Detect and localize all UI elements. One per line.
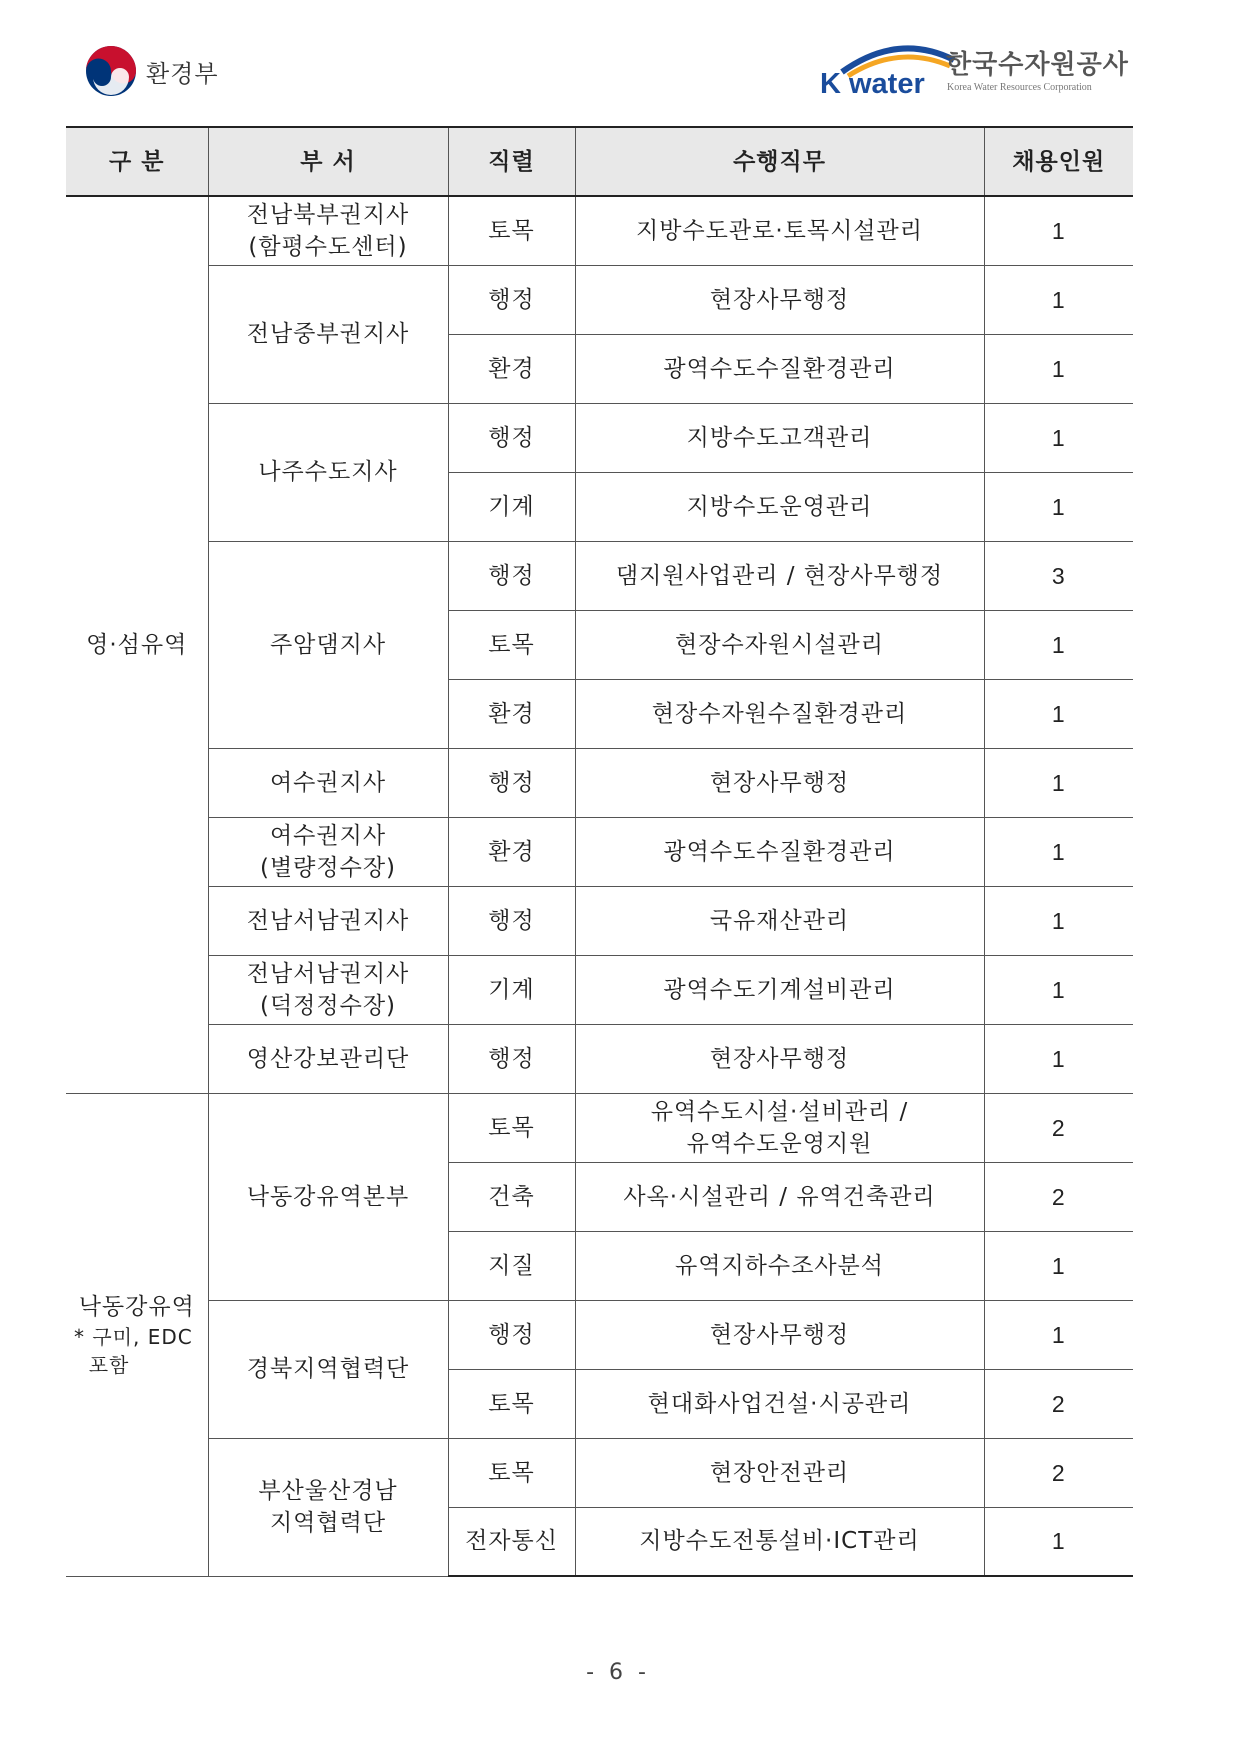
duty-cell: 현장사무행정 — [575, 1024, 984, 1093]
series-cell: 토목 — [448, 196, 575, 265]
ministry-logo — [84, 44, 219, 98]
series-cell: 기계 — [448, 955, 575, 1024]
series-cell: 행정 — [448, 403, 575, 472]
count-cell: 1 — [984, 1507, 1133, 1576]
table-row — [66, 1024, 1133, 1093]
dept-cell: 경북지역협력단 — [208, 1300, 448, 1438]
duty-cell: 현대화사업건설·시공관리 — [575, 1369, 984, 1438]
count-cell: 1 — [984, 334, 1133, 403]
kwater-logo — [820, 38, 1130, 102]
count-cell: 2 — [984, 1369, 1133, 1438]
header-category: 구 분 — [66, 127, 208, 196]
duty-cell: 현장사무행정 — [575, 1300, 984, 1369]
header-count: 채용인원 — [984, 127, 1133, 196]
count-cell: 2 — [984, 1162, 1133, 1231]
kwater-english: Korea Water Resources Corporation — [947, 82, 1092, 93]
series-cell: 행정 — [448, 886, 575, 955]
dept-cell: 낙동강유역본부 — [208, 1093, 448, 1300]
duty-cell: 지방수도관로·토목시설관리 — [575, 196, 984, 265]
count-cell: 1 — [984, 679, 1133, 748]
recruitment-table — [66, 126, 1133, 1577]
duty-cell: 현장사무행정 — [575, 748, 984, 817]
table-header-row — [66, 127, 1133, 196]
count-cell: 2 — [984, 1093, 1133, 1162]
series-cell: 환경 — [448, 334, 575, 403]
count-cell: 1 — [984, 1024, 1133, 1093]
table-row — [66, 196, 1133, 265]
series-cell: 전자통신 — [448, 1507, 575, 1576]
duty-cell: 지방수도운영관리 — [575, 472, 984, 541]
duty-cell: 국유재산관리 — [575, 886, 984, 955]
ministry-name: 환경부 — [146, 59, 219, 88]
table-row — [66, 817, 1133, 886]
region-nakdong-note: * 구미, EDC 포함 — [74, 1324, 193, 1377]
count-cell: 1 — [984, 403, 1133, 472]
taegeuk-emblem-icon — [84, 44, 138, 98]
count-cell: 1 — [984, 886, 1133, 955]
count-cell: 1 — [984, 748, 1133, 817]
series-cell: 행정 — [448, 1300, 575, 1369]
series-cell: 행정 — [448, 265, 575, 334]
header-series: 직렬 — [448, 127, 575, 196]
page-number: - 6 - — [586, 1660, 650, 1685]
table-row — [66, 886, 1133, 955]
header-department: 부 서 — [208, 127, 448, 196]
count-cell: 1 — [984, 817, 1133, 886]
count-cell: 1 — [984, 196, 1133, 265]
table-row — [66, 1438, 1133, 1507]
series-cell: 행정 — [448, 1024, 575, 1093]
count-cell: 2 — [984, 1438, 1133, 1507]
series-cell: 행정 — [448, 541, 575, 610]
region-nakdong — [66, 1093, 208, 1576]
series-cell: 토목 — [448, 610, 575, 679]
count-cell: 1 — [984, 1300, 1133, 1369]
count-cell: 1 — [984, 610, 1133, 679]
dept-cell: 주암댐지사 — [208, 541, 448, 748]
duty-cell: 현장안전관리 — [575, 1438, 984, 1507]
count-cell: 3 — [984, 541, 1133, 610]
table-row — [66, 265, 1133, 334]
duty-cell: 광역수도수질환경관리 — [575, 334, 984, 403]
dept-cell: 여수권지사 (별량정수장) — [208, 817, 448, 886]
series-cell: 행정 — [448, 748, 575, 817]
duty-cell: 현장수자원수질환경관리 — [575, 679, 984, 748]
dept-cell: 전남서남권지사 (덕정정수장) — [208, 955, 448, 1024]
dept-cell: 전남서남권지사 — [208, 886, 448, 955]
table-row — [66, 1300, 1133, 1369]
table-row — [66, 955, 1133, 1024]
table-row — [66, 1093, 1133, 1162]
table-row — [66, 403, 1133, 472]
dept-cell: 나주수도지사 — [208, 403, 448, 541]
kwater-name: 한국수자원공사 — [946, 50, 1129, 80]
duty-cell: 유역지하수조사분석 — [575, 1231, 984, 1300]
region-yeongseom: 영·섬유역 — [66, 196, 208, 1093]
duty-cell: 광역수도수질환경관리 — [575, 817, 984, 886]
series-cell: 건축 — [448, 1162, 575, 1231]
count-cell: 1 — [984, 1231, 1133, 1300]
count-cell: 1 — [984, 955, 1133, 1024]
duty-cell: 현장수자원시설관리 — [575, 610, 984, 679]
series-cell: 환경 — [448, 679, 575, 748]
series-cell: 토목 — [448, 1369, 575, 1438]
dept-cell: 영산강보관리단 — [208, 1024, 448, 1093]
table-row — [66, 748, 1133, 817]
series-cell: 토목 — [448, 1093, 575, 1162]
series-cell: 기계 — [448, 472, 575, 541]
dept-cell: 전남중부권지사 — [208, 265, 448, 403]
series-cell: 토목 — [448, 1438, 575, 1507]
count-cell: 1 — [984, 265, 1133, 334]
count-cell: 1 — [984, 472, 1133, 541]
duty-cell: 지방수도전통설비·ICT관리 — [575, 1507, 984, 1576]
duty-cell: 광역수도기계설비관리 — [575, 955, 984, 1024]
series-cell: 환경 — [448, 817, 575, 886]
duty-cell: 유역수도시설·설비관리 / 유역수도운영지원 — [575, 1093, 984, 1162]
region-nakdong-label: 낙동강유역 — [78, 1293, 195, 1320]
table-row — [66, 541, 1133, 610]
dept-cell: 전남북부권지사 (함평수도센터) — [208, 196, 448, 265]
dept-cell: 부산울산경남 지역협력단 — [208, 1438, 448, 1576]
kwater-brand: K water — [820, 68, 925, 100]
header-duty: 수행직무 — [575, 127, 984, 196]
dept-cell: 여수권지사 — [208, 748, 448, 817]
duty-cell: 지방수도고객관리 — [575, 403, 984, 472]
series-cell: 지질 — [448, 1231, 575, 1300]
duty-cell: 댐지원사업관리 / 현장사무행정 — [575, 541, 984, 610]
duty-cell: 현장사무행정 — [575, 265, 984, 334]
duty-cell: 사옥·시설관리 / 유역건축관리 — [575, 1162, 984, 1231]
